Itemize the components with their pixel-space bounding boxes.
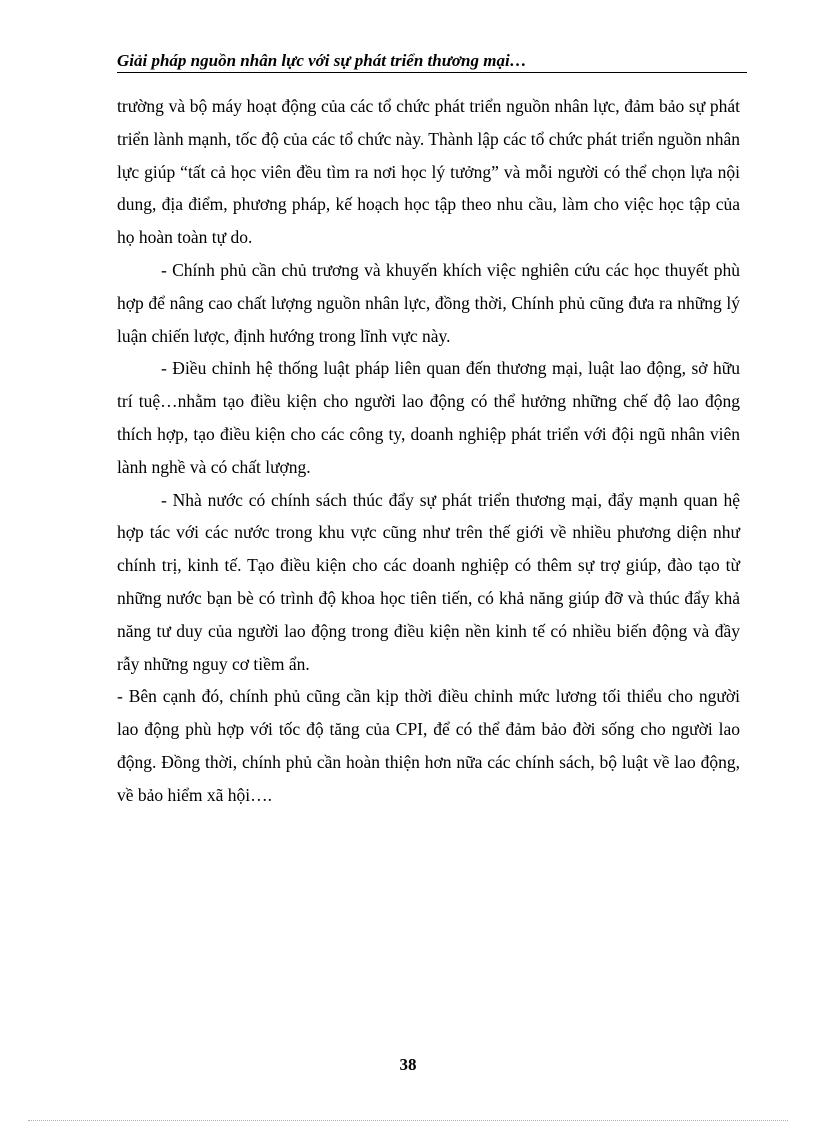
paragraph-legal-system: - Điều chỉnh hệ thống luật pháp liên quan đến thương mại, luật lao động, sở hữu trí tuệ…nhằm tạo điều kiện cho người lao động có thể hưởng những chế độ lao động thích hợp, tạo điều kiện cho các công ty, doanh nghiệp phát triển với đội ngũ nhân viên lành nghề và có chất lượng. (117, 358, 740, 477)
header-title: Giải pháp nguồn nhân lực với sự phát triển thương mại… (117, 51, 527, 70)
paragraph-government-research: - Chính phủ cần chủ trương và khuyến khích việc nghiên cứu các học thuyết phù hợp để nâng cao chất lượng nguồn nhân lực, đồng thời, Chính phủ cũng đưa ra những lý luận chiến lược, định hướng trong lĩnh vực này. (117, 259, 740, 346)
page-number: 38 (399, 1055, 417, 1074)
running-header (117, 50, 747, 73)
paragraph-trade-policy: - Nhà nước có chính sách thúc đẩy sự phát triển thương mại, đẩy mạnh quan hệ hợp tác với các nước trong khu vực cũng như trên thế giới về nhiều phương diện như chính trị, kinh tế. Tạo điều kiện cho các doanh nghiệp có thêm sự trợ giúp, đào tạo từ những nước bạn bè có trình độ khoa học tiên tiến, có khả năng giúp đỡ và thúc đẩy khả năng tư duy của người lao động trong điều kiện nền kinh tế có nhiều biến động và đầy rẫy những nguy cơ tiềm ẩn. (117, 489, 740, 674)
paragraph-minimum-wage: - Bên cạnh đó, chính phủ cũng cần kịp thời điều chỉnh mức lương tối thiểu cho người lao động phù hợp với tốc độ tăng của CPI, để có thể đảm bảo đời sống cho người lao động. Đồng thời, chính phủ cần hoàn thiện hơn nữa các chính sách, bộ luật về lao động, về bảo hiểm xã hội…. (117, 686, 740, 805)
body-text (117, 90, 740, 812)
paragraph-continuation: trường và bộ máy hoạt động của các tổ chức phát triển nguồn nhân lực, đảm bảo sự phát triển lành mạnh, tốc độ của các tổ chức này. Thành lập các tổ chức phát triển nguồn nhân lực giúp “tất cả học viên đều tìm ra nơi học lý tưởng” và mỗi người có thể chọn lựa nội dung, địa điểm, phương pháp, kế hoạch học tập theo nhu cầu, làm cho việc học tập của họ hoàn toàn tự do. (117, 96, 740, 248)
page-bottom-divider (28, 1120, 788, 1121)
